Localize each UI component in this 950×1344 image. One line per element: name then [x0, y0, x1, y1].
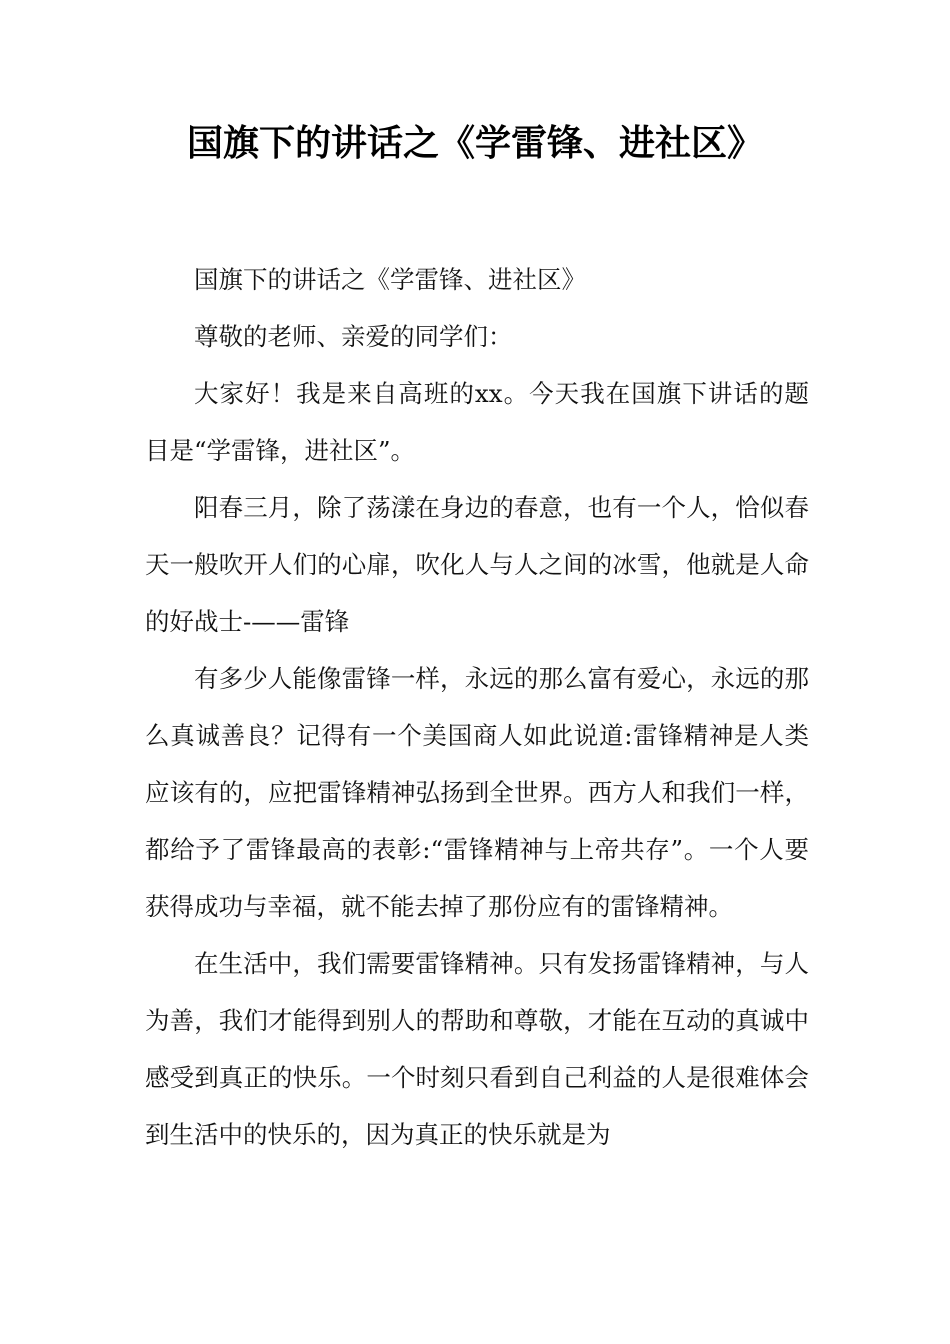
paragraph-leifeng-spirit: 有多少人能像雷锋一样，永远的那么富有爱心，永远的那么真诚善良？记得有一个美国商人如此说道:雷锋精神是人类应该有的，应把雷锋精神弘扬到全世界。西方人和我们一样，都给予了雷锋最高的表彰:“雷锋精神与上帝共存”。一个人要获得成功与幸福，就不能去掉了那份应有的雷锋精神。: [145, 664, 809, 921]
document-body: [145, 251, 809, 1163]
paragraph-daily-life: 在生活中，我们需要雷锋精神。只有发扬雷锋精神，与人为善，我们才能得到别人的帮助和尊敬，才能在互动的真诚中感受到真正的快乐。一个时刻只看到自己利益的人是很难体会到生活中的快乐的，因为真正的快乐就是为: [145, 949, 809, 1149]
paragraph-salutation: 尊敬的老师、亲爱的同学们：: [194, 322, 513, 351]
paragraph-spring-intro: 阳春三月，除了荡漾在身边的春意，也有一个人，恰似春天一般吹开人们的心扉，吹化人与人之间的冰雪，他就是人命的好战士-——雷锋: [145, 493, 809, 636]
paragraph-greeting: 大家好！我是来自高班的xx。今天我在国旗下讲话的题目是“学雷锋，进社区”。: [145, 379, 809, 465]
paragraph-heading-repeat: 国旗下的讲话之《学雷锋、进社区》: [194, 265, 586, 294]
document-title: 国旗下的讲话之《学雷锋、进社区》: [186, 123, 763, 164]
